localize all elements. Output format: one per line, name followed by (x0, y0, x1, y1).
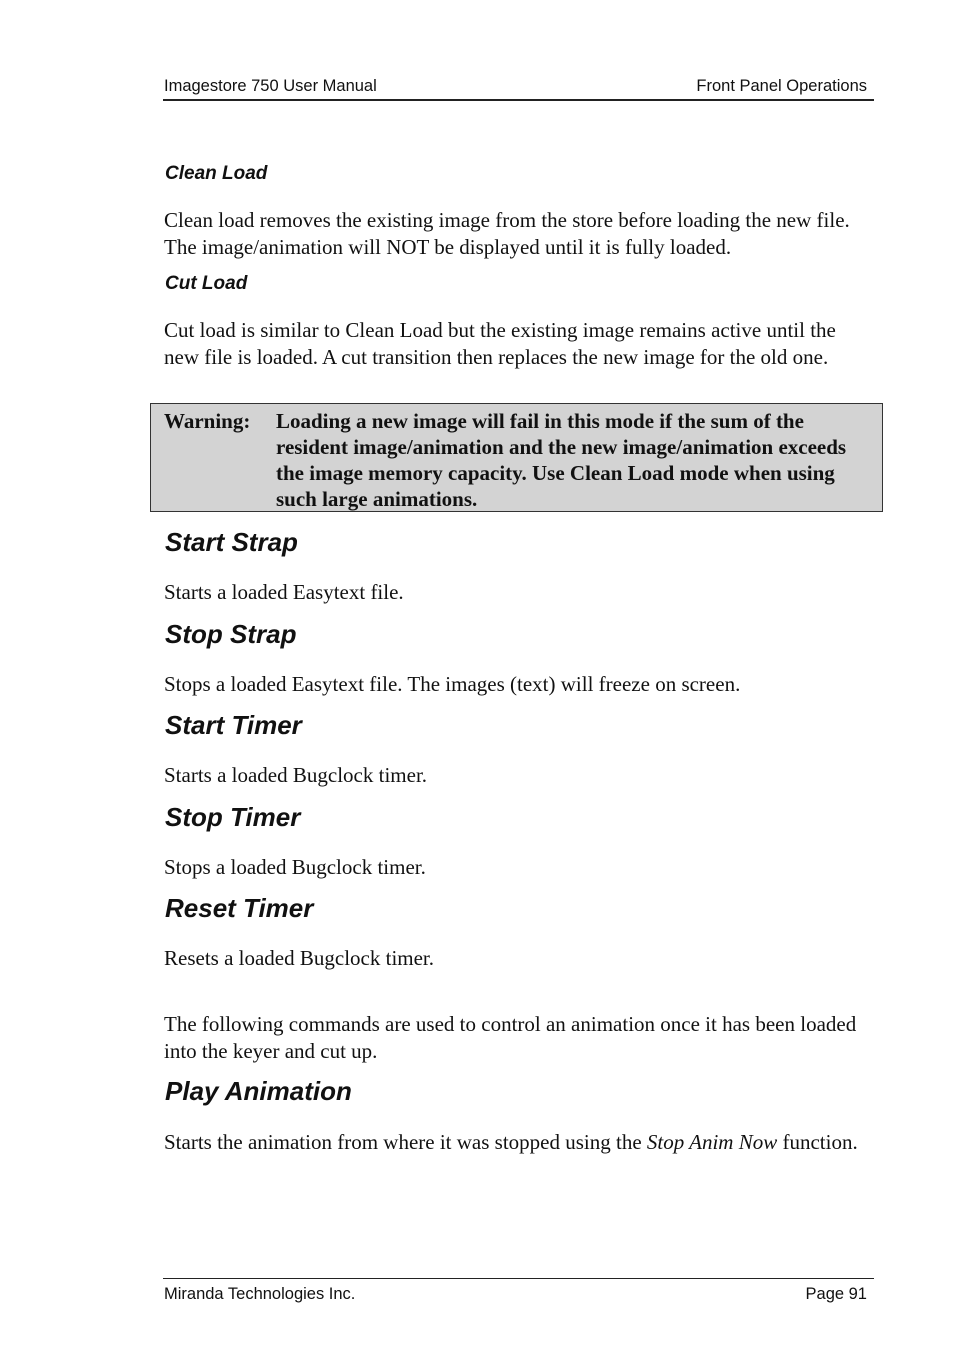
warning-box (150, 403, 883, 512)
clean-load-text: Clean load removes the existing image from the store before loading the new file. The image/animation will NOT be displayed until it is fully loaded. (164, 208, 850, 259)
warning-text: Loading a new image will fail in this mode if the sum of the resident image/animation and the new image/animation exceeds the image memory capacity. Use Clean Load mode when using such large animations. (276, 409, 847, 511)
play-animation-text (164, 1129, 874, 1156)
cut-load-heading: Cut Load (165, 273, 248, 294)
play-animation-heading: Play Animation (165, 1076, 352, 1106)
stop-strap-heading: Stop Strap (165, 619, 297, 649)
stop-timer-text: Stops a loaded Bugclock timer. (164, 855, 426, 879)
reset-timer-text: Resets a loaded Bugclock timer. (164, 946, 435, 970)
page-footer (163, 1278, 874, 1303)
stop-strap-text: Stops a loaded Easytext file. The images (text) will freeze on screen. (164, 672, 741, 696)
warning-label: Warning: (164, 409, 251, 433)
cut-load-text: Cut load is similar to Clean Load but the existing image remains active until the new file is loaded. A cut transition then replaces the new image for the old one. (164, 318, 836, 369)
play-animation-text-start: Starts the animation from where it was stopped using the (164, 1130, 647, 1154)
start-timer-text: Starts a loaded Bugclock timer. (164, 763, 428, 787)
animation-commands-intro: The following commands are used to control an animation once it has been loaded into the keyer and cut up. (164, 1012, 857, 1063)
start-strap-heading: Start Strap (165, 527, 298, 557)
header-chapter-title: Front Panel Operations (696, 77, 867, 95)
start-strap-text: Starts a loaded Easytext file. (164, 580, 404, 604)
clean-load-heading: Clean Load (165, 163, 268, 184)
play-animation-text-end: function. (777, 1130, 858, 1154)
header-document-title: Imagestore 750 User Manual (164, 77, 377, 95)
page-header (163, 76, 874, 101)
footer-company: Miranda Technologies Inc. (164, 1285, 356, 1303)
footer-page-number: Page 91 (805, 1285, 867, 1303)
start-timer-heading: Start Timer (165, 710, 302, 740)
stop-anim-now-reference: Stop Anim Now (646, 1130, 778, 1154)
stop-timer-heading: Stop Timer (165, 802, 301, 832)
reset-timer-heading: Reset Timer (165, 893, 314, 923)
